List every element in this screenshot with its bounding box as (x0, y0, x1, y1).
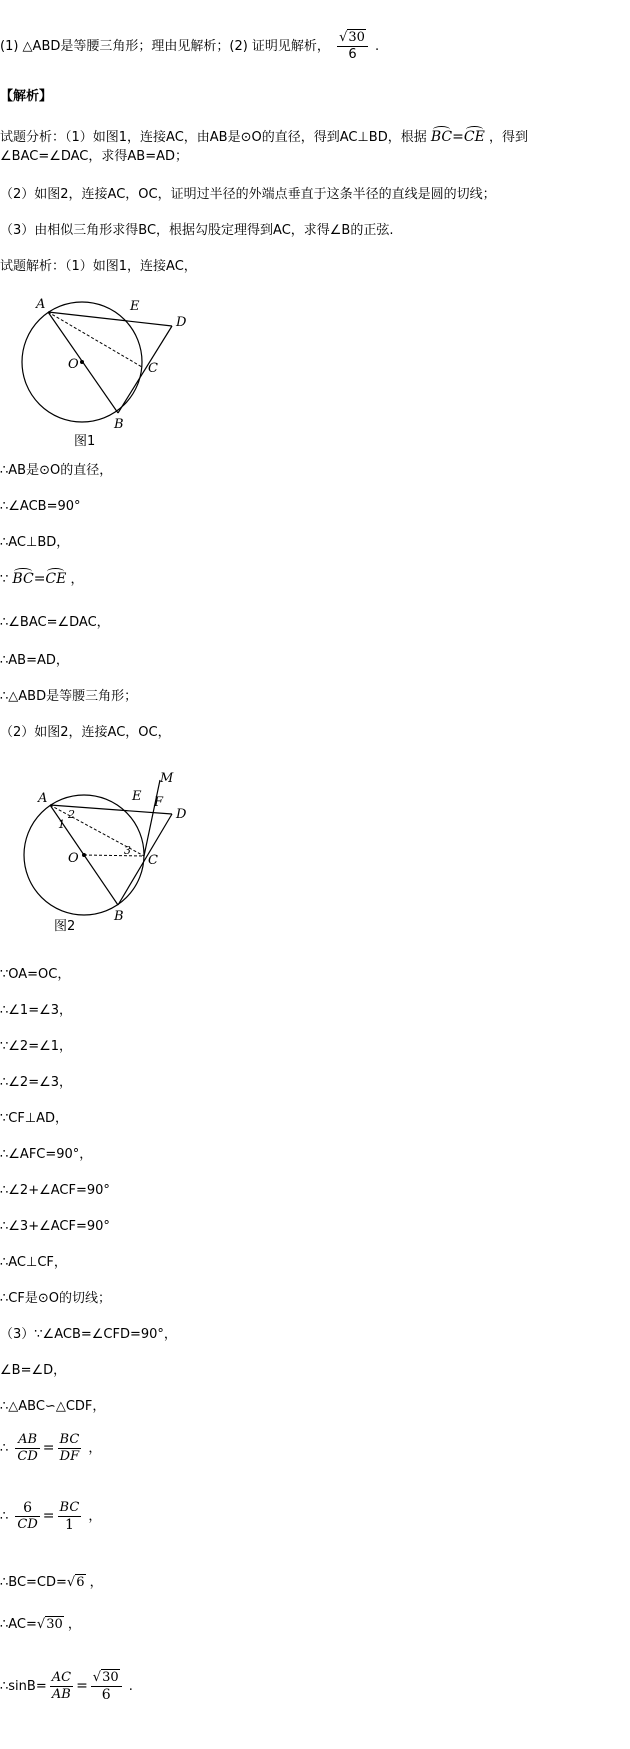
fig2-angle-3: 3 (124, 844, 131, 857)
formula-1: ∴ $\frac{AB}{CD}$ = $\frac{BC}{DF}$ ， (0, 1432, 102, 1464)
formula-5-frac-right: $\frac{√30}{6}$ (91, 1670, 122, 1703)
fig2-label-f: F (154, 795, 164, 810)
fig1-caption: 图1 (74, 434, 96, 449)
fig2-caption: 图2 (54, 919, 76, 934)
step-2: ∴∠ACB=90° (0, 499, 81, 514)
formula-1-frac-left: $\frac{AB}{CD}$ (17, 1432, 38, 1464)
step-4-arc-bc: BC (12, 571, 34, 587)
fig2-label-d: D (176, 807, 187, 822)
fig1-line-db (118, 326, 172, 413)
arc-ce: CE (463, 129, 485, 145)
fig1-label-o: O (68, 357, 79, 372)
step2-4: ∴∠2=∠3， (0, 1075, 73, 1090)
fig1-label-c: C (148, 361, 158, 376)
step-4-arc-ce: CE (45, 571, 67, 587)
step2-7: ∴∠2+∠ACF=90° (0, 1183, 110, 1198)
step2-9: ∴AC⊥CF， (0, 1255, 67, 1270)
formula-2-frac-right: $\frac{BC}{1}$ (59, 1500, 80, 1533)
fig2-label-e: E (132, 789, 142, 804)
step2-12: ∠B=∠D， (0, 1363, 67, 1378)
answer-end: . (375, 39, 380, 54)
formula-2-frac-left: $\frac{6}{CD}$ (17, 1500, 38, 1532)
formula-3-sqrt: √6 (66, 1575, 85, 1590)
answer-fraction: $\frac{√30}{6}$ (337, 30, 368, 63)
step-6: ∴AB=AD， (0, 653, 69, 668)
answer-sqrt-value: 30 (348, 30, 365, 45)
analysis-line-1: 试题分析：（1）如图1，连接AC，由AB是⊙O的直径，得到AC⊥BD，根据 BC=CE ，得到 (0, 129, 528, 145)
analysis-line-3: （2）如图2，连接AC，OC，证明过半径的外端点垂直于这条半径的直线是圆的切线； (0, 187, 496, 202)
step2-2: ∴∠1=∠3， (0, 1003, 73, 1018)
analysis-line-4: （3）由相似三角形求得BC，根据勾股定理得到AC，求得∠B的正弦. (0, 223, 394, 238)
section-title: 【解析】 (0, 89, 53, 104)
step-3: ∴AC⊥BD， (0, 535, 70, 550)
fig2-label-a: A (38, 791, 48, 806)
fig2-angle-2: 2 (68, 808, 75, 821)
answer-denominator: 6 (348, 47, 357, 62)
step2-13: ∴△ABC∽△CDF， (0, 1399, 106, 1414)
answer-line (0, 30, 379, 63)
step2-6: ∴∠AFC=90°， (0, 1147, 93, 1162)
analysis-line-2: ∠BAC=∠DAC，求得AB=AD； (0, 149, 188, 164)
step2-11: （3）∵∠ACB=∠CFD=90°， (0, 1327, 177, 1342)
step2-1: ∵OA=OC， (0, 967, 71, 982)
formula-1-frac-right: $\frac{BC}{DF}$ (59, 1432, 80, 1464)
formula-3: ∴BC=CD=√6 ， (0, 1575, 103, 1590)
step-5: ∴∠BAC=∠DAC， (0, 615, 110, 630)
step2-3: ∵∠2=∠1， (0, 1039, 73, 1054)
step2-5: ∵CF⊥AD， (0, 1111, 69, 1126)
solution-intro: 试题解析：（1）如图1，连接AC， (0, 259, 197, 274)
fig2-label-c: C (148, 853, 158, 868)
formula-2: ∴ $\frac{6}{CD}$ = $\frac{BC}{1}$ ， (0, 1500, 102, 1533)
formula-4-sqrt: √30 (36, 1617, 63, 1632)
step-4: ∵ BC=CE ， (0, 571, 84, 587)
step-1: ∴AB是⊙O的直径， (0, 463, 113, 478)
step2-8: ∴∠3+∠ACF=90° (0, 1219, 110, 1234)
formula-4: ∴AC=√30 ， (0, 1617, 81, 1632)
fig2-line-db (118, 814, 172, 905)
figure-2 (14, 770, 224, 950)
fig2-label-b: B (114, 909, 124, 924)
arc-bc: BC (430, 129, 453, 145)
fig2-label-m: M (160, 771, 174, 786)
fig2-label-o: O (68, 851, 79, 866)
fig2-dashed-oc (84, 855, 144, 856)
fig1-line-ad (48, 312, 172, 326)
answer-text: (1) △ABD是等腰三角形；理由见解析；(2) 证明见解析， (0, 39, 330, 54)
fig1-label-a: A (36, 297, 46, 312)
fig2-center-dot (82, 853, 86, 857)
fig2-angle-1: 1 (58, 818, 65, 831)
fig2-tangent-cm (144, 780, 160, 856)
formula-5: ∴sinB= $\frac{AC}{AB}$ = $\frac{√30}{6}$ . (0, 1670, 133, 1703)
fig1-dashed-ac (48, 312, 142, 367)
fig1-label-d: D (176, 315, 187, 330)
step-7: ∴△ABD是等腰三角形； (0, 689, 138, 704)
formula-5-frac-left: $\frac{AC}{AB}$ (51, 1670, 72, 1702)
fig1-center-dot (80, 360, 84, 364)
step2-10: ∴CF是⊙O的切线； (0, 1291, 111, 1306)
figure-1 (10, 290, 210, 450)
fig1-label-e: E (130, 299, 140, 314)
step-8: （2）如图2，连接AC，OC， (0, 725, 171, 740)
fig1-label-b: B (114, 417, 124, 432)
